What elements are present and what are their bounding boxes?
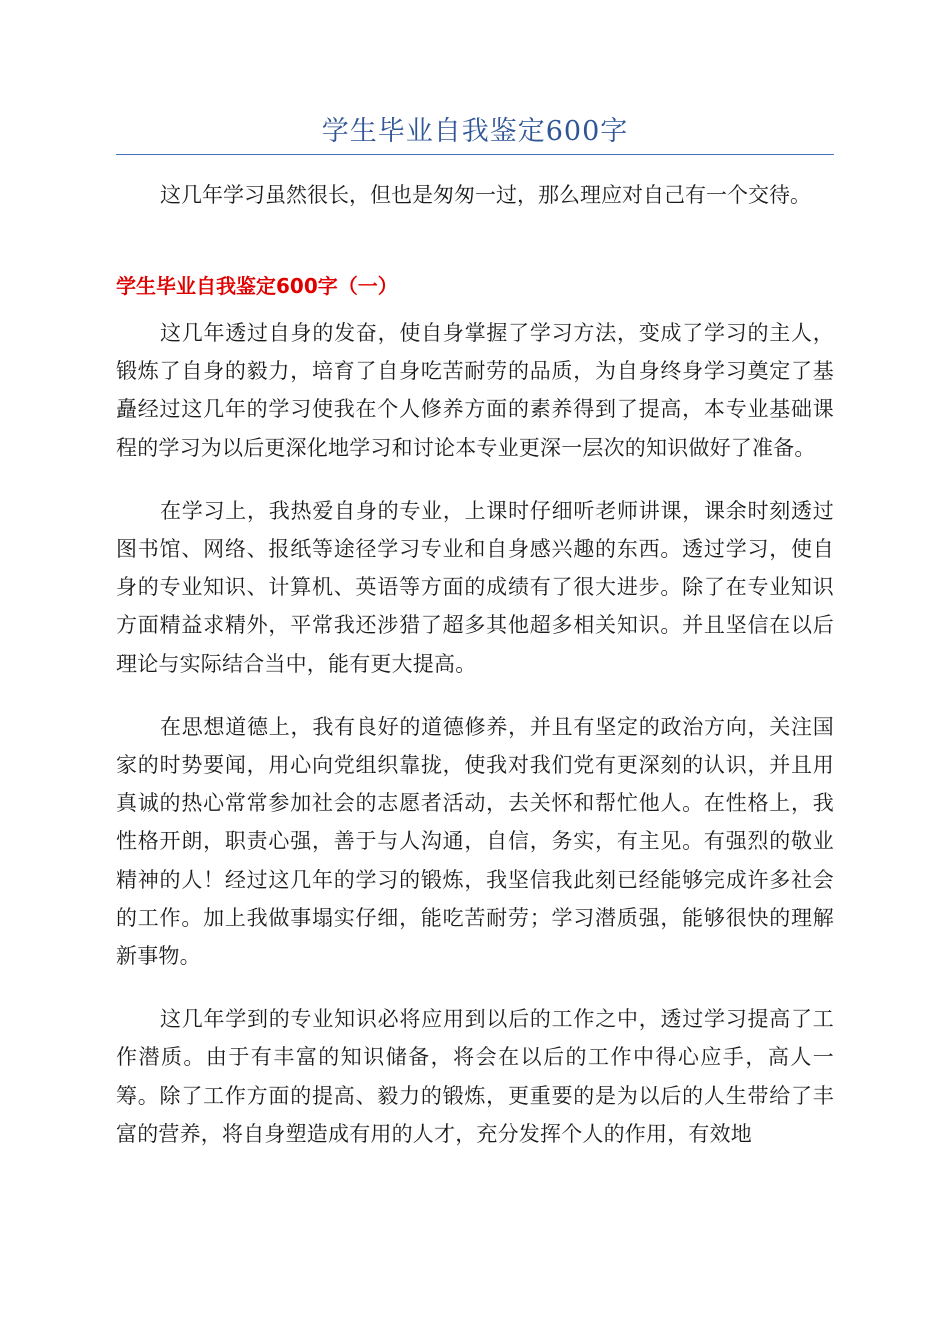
body-paragraph-1: 这几年透过自身的发奋，使自身掌握了学习方法，变成了学习的主人，锻炼了自身的毅力，培育了自身吃苦耐劳的品质，为自身终身学习奠定了基矗经过这几年的学习使我在个人修养方面的素养得到了提高，本专业基础课程的学习为以后更深化地学习和讨论本专业更深一层次的知识做好了准备。 <box>116 321 834 460</box>
body-paragraph-2: 在学习上，我热爱自身的专业，上课时仔细听老师讲课，课余时刻透过图书馆、网络、报纸等途径学习专业和自身感兴趣的东西。透过学习，使自身的专业知识、计算机、英语等方面的成绩有了很大进步。除了在专业知识方面精益求精外，平常我还涉猎了超多其他超多相关知识。并且坚信在以后理论与实际结合当中，能有更大提高。 <box>116 498 834 676</box>
document-body <box>116 314 834 1178</box>
body-paragraph-4: 这几年学到的专业知识必将应用到以后的工作之中，透过学习提高了工作潜质。由于有丰富的知识储备，将会在以后的工作中得心应手，高人一筹。除了工作方面的提高、毅力的锻炼，更重要的是为以后的人生带给了丰富的营养，将自身塑造成有用的人才，充分发挥个人的作用，有效地 <box>116 1007 834 1146</box>
title-underline <box>116 154 834 155</box>
section-heading: 学生毕业自我鉴定600字（一） <box>116 274 398 298</box>
intro-paragraph: 这几年学习虽然很长，但也是匆匆一过，那么理应对自己有一个交待。 <box>160 183 811 207</box>
document-title: 学生毕业自我鉴定600字 <box>321 116 629 147</box>
body-paragraph-3: 在思想道德上，我有良好的道德修养，并且有坚定的政治方向，关注国家的时势要闻，用心向党组织靠拢，使我对我们党有更深刻的认识，并且用真诚的热心常常参加社会的志愿者活动，去关怀和帮忙他人。在性格上，我性格开朗，职责心强，善于与人沟通，自信，务实，有主见。有强烈的敬业精神的人！经过这几年的学习的锻炼，我坚信我此刻已经能够完成许多社会的工作。加上我做事塌实仔细，能吃苦耐劳；学习潜质强，能够很快的理解新事物。 <box>116 714 834 969</box>
